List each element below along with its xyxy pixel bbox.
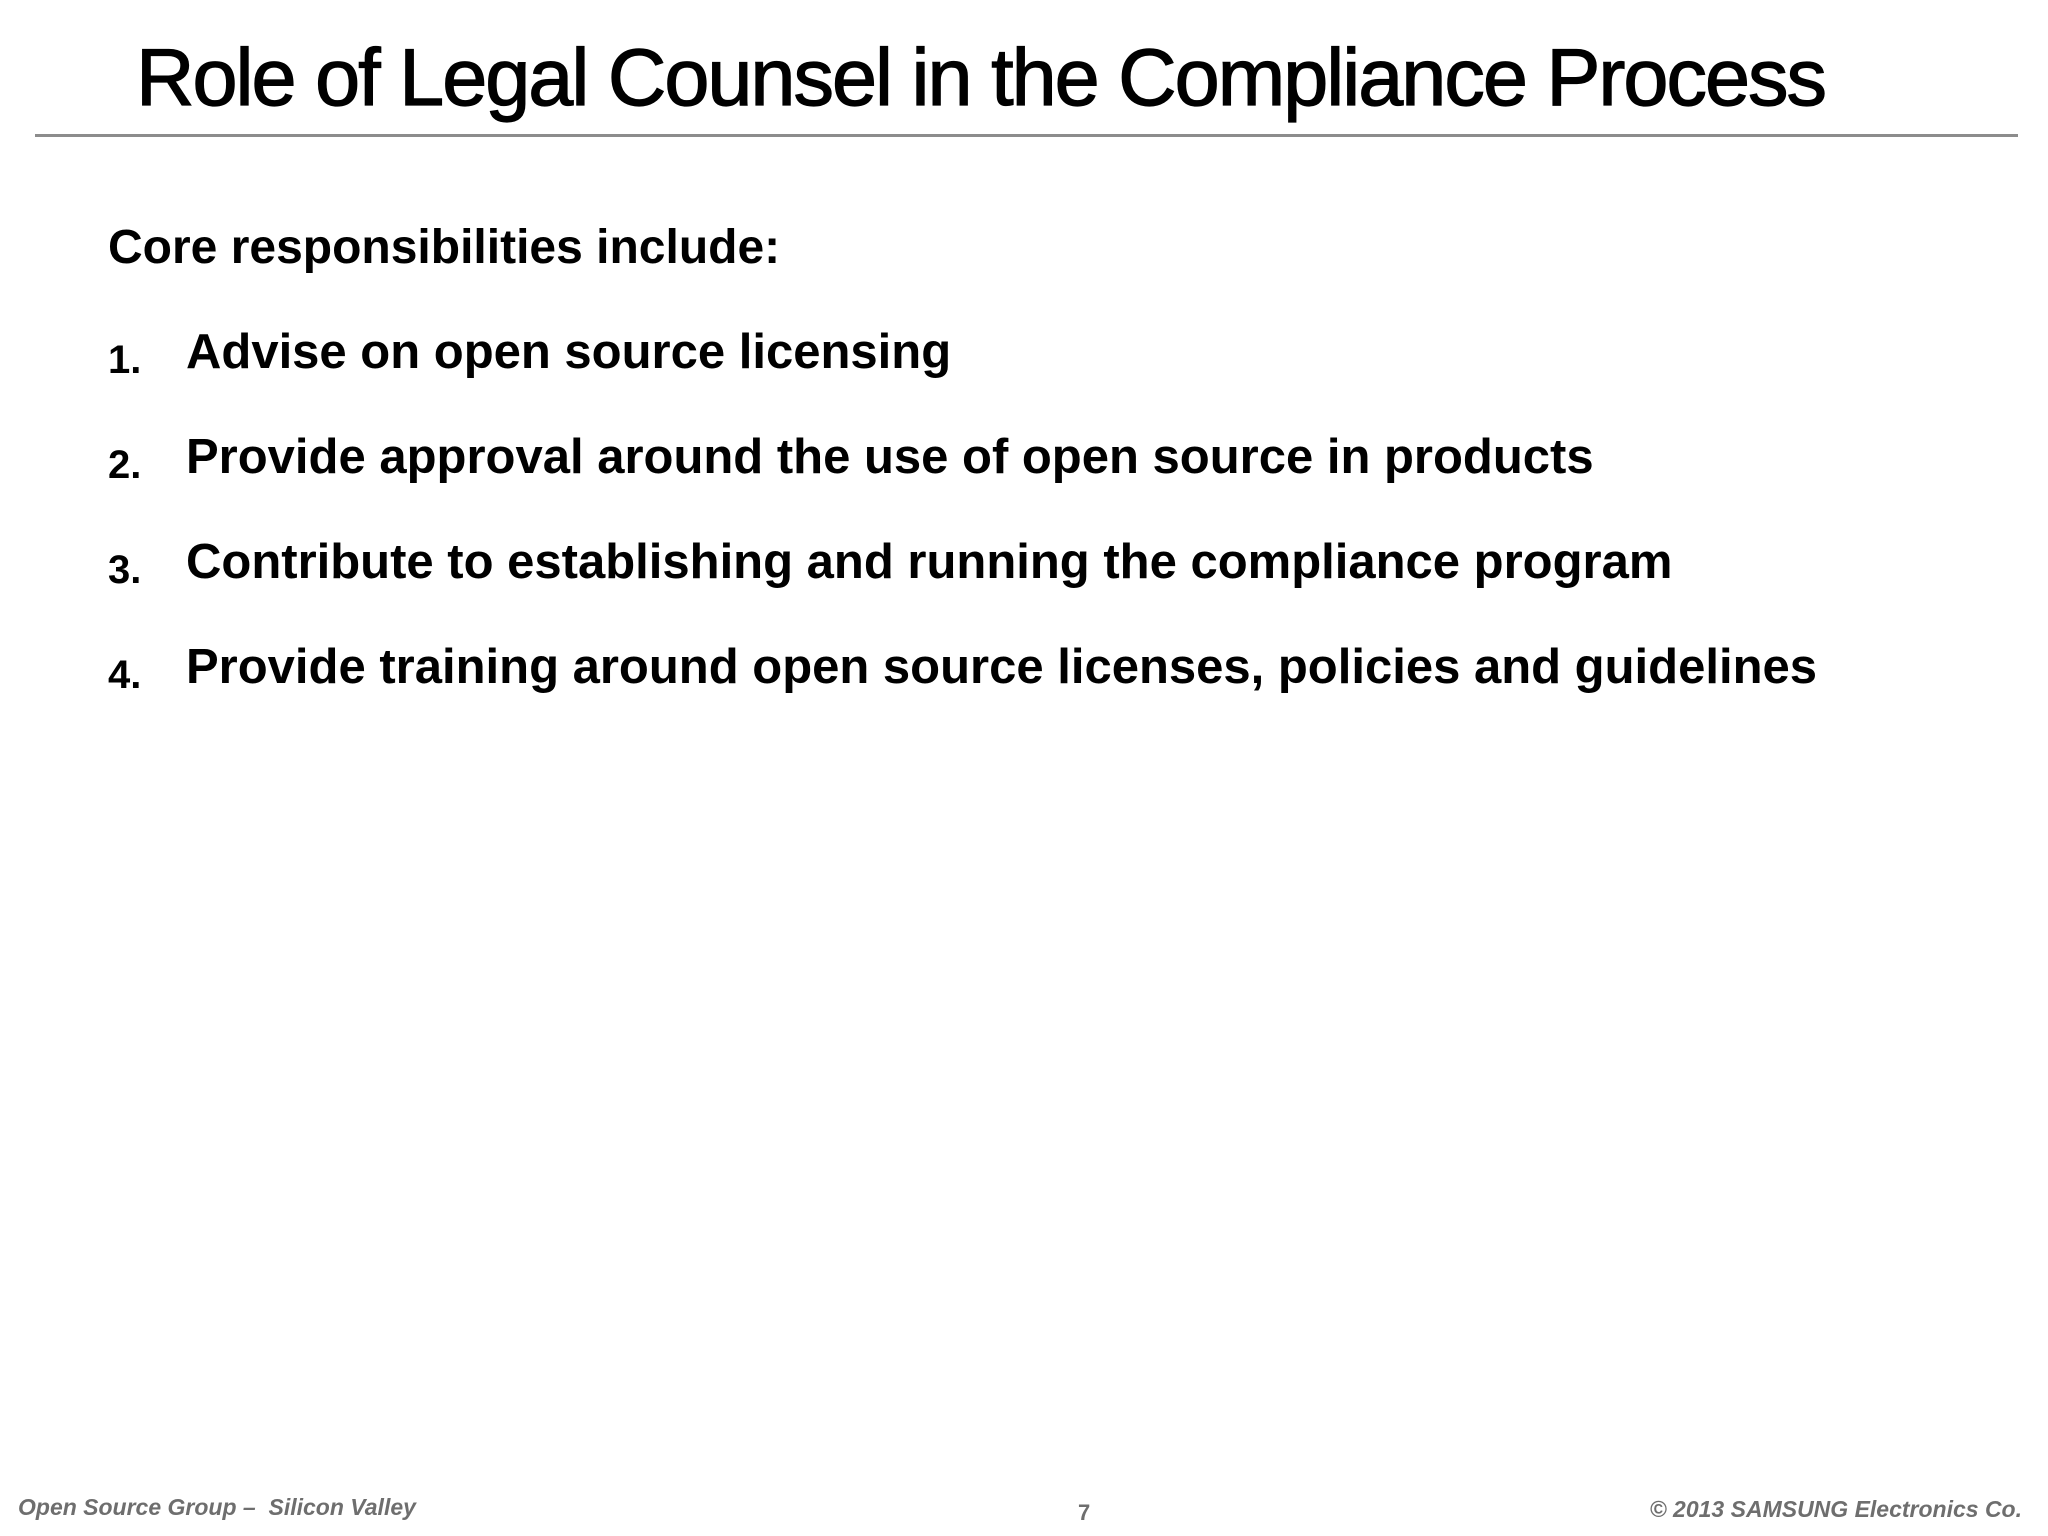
list-item-number: 2. [108, 443, 142, 487]
list-item-text: Contribute to establishing and running the compliance program [186, 535, 1673, 589]
list-item-number: 4. [108, 653, 142, 697]
list-item-text: Provide training around open source licenses, policies and guidelines [186, 640, 1817, 694]
page-number: 7 [1078, 1500, 1091, 1525]
list-item-number: 1. [108, 338, 142, 382]
list-item-text: Provide approval around the use of open source in products [186, 430, 1594, 484]
intro-heading: Core responsibilities include: [108, 221, 781, 274]
footer-copyright: © 2013 SAMSUNG Electronics Co. [1649, 1496, 2022, 1522]
list-item-number: 3. [108, 548, 142, 592]
slide-title: Role of Legal Counsel in the Compliance Process [136, 33, 1825, 123]
title-divider [35, 134, 2018, 137]
list-item-text: Advise on open source licensing [186, 325, 952, 379]
footer-group-name: Open Source Group – Silicon Valley [18, 1494, 416, 1520]
